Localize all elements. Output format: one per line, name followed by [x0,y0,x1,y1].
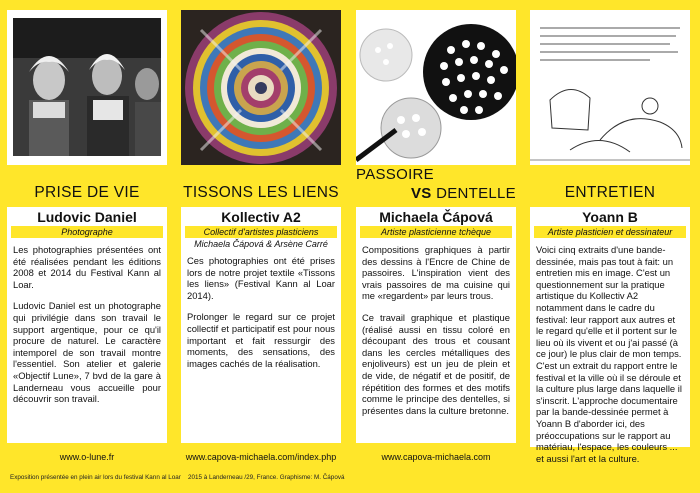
column-passoire-vs-dentelle [356,0,523,466]
title-vs: VS [410,185,432,202]
info-panel [181,207,341,443]
photo-textile-spiral [181,10,341,165]
paragraph: Ces photographies ont été prises lors de notre projet textile «Tissons les liens» (Festival Kann al Loar 2014). [187,255,335,301]
info-panel [530,207,690,464]
artist-name: Michaela Čápová [379,209,493,225]
artist-role: Artiste plasticien et dessinateur [534,226,686,238]
artist-name: Kollectiv A2 [221,209,301,225]
description [181,249,341,369]
paragraph: Les photographies présentées ont été réalisées pendant les éditions 2008 et 2014 du Festival Kann al Loar. [13,244,161,290]
photo-colander-drawing [356,10,516,165]
paragraph: Ludovic Daniel est un photographe qui privilégie dans son travail le support argentique, pour ce qu'il procure de naturel. Le caractère intemporel de son travail montre l'essentiel. Son atelier et galerie «Objectif Lune», 7 bvd de la gare à Landerneau vous accueille pour découvrir son travail. [13,300,161,405]
artist-role: Collectif d'artistes plasticiens [185,226,337,238]
footer-left: Exposition présentée en plein air lors du festival Kann al Loar [10,474,181,481]
artist-role: Photographe [11,226,163,238]
description [356,238,516,416]
title-dentelle: DENTELLE [436,185,516,202]
photo-folk-dancers [7,10,167,165]
artist-authors: Michaela Čápová & Arsène Carré [194,239,328,249]
description [530,238,690,464]
section-title-top: PASSOIRE [356,166,434,183]
artist-name: Ludovic Daniel [37,209,137,225]
column-prise-de-vie [7,0,174,466]
info-panel [7,207,167,443]
section-title: TISSONS LES LIENS [183,184,339,201]
section-title-bottom [356,185,516,202]
paragraph: Voici cinq extraits d'une bande-dessinée, mais pas tout à fait: un entretien mis en image. C'est un questionnement sur la pratique artistique du Kollectiv A2 notamment dans le cadre du festival: leur rapport aux autres et le regard qu'elle et il portent sur le lieu où ils vivent et ou j'ai passé (à ce jour) le plus clair de mon temps. C'est un extrait du rapport entre le festival et la ville où il se déroule et la culture plus large dans laquelle il s'inscrit. L'approche documentaire par la bande-dessinée permet à Yoann B d'aborder ici, des préoccupations sur le rapport au matériau, l'espace, les couleurs ... et aussi l'art et la culture. [536,244,682,464]
section-title: PRISE DE VIE [34,184,140,201]
column-tissons-les-liens [181,0,348,466]
info-panel [356,207,516,443]
footer-right: 2015 à Landerneau /29, France. Graphisme: M. Čápová [188,474,345,481]
website-link[interactable]: www.capova-michaela.com [381,452,491,462]
website-link[interactable]: www.capova-michaela.com/index.php [185,452,337,462]
paragraph: Ce travail graphique et plastique (réalisé aussi en tissu coloré en découpant des trous et cousant dans les cercles métalliques des enjoliveurs) est un jeu de plein et de vide, de négatif et de positif, de répétition des formes et des motifs comme le principe des dentelles, si présentes dans la culture bretonne. [362,311,510,416]
artist-role: Artiste plasticienne tchèque [360,226,512,238]
photo-comic-strip [530,10,690,165]
paragraph: Prolonger le regard sur ce projet collectif et participatif est pour nous important et fait ressurgir des moments, des sensations, des images cachés de la réalisation. [187,311,335,369]
artist-name: Yoann B [582,209,638,225]
description [7,238,167,405]
section-title: ENTRETIEN [564,184,656,201]
column-entretien [530,0,697,466]
paragraph: Compositions graphiques à partir des dessins à l'Encre de Chine de passoires. L'inspiration vient des vrais passoires de ma cuisine qui me «regardent» par leurs trous. [362,244,510,302]
website-link[interactable]: www.o-lune.fr [59,452,115,462]
